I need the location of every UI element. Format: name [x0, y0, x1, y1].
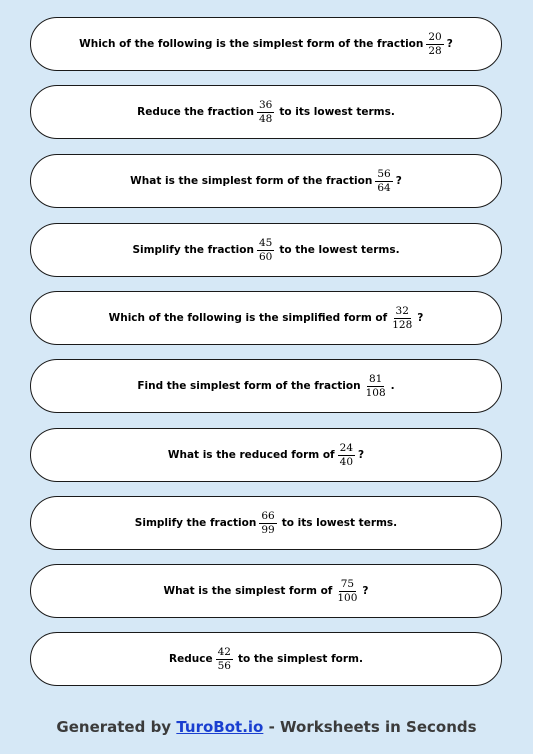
fraction: [216, 647, 233, 672]
fraction: [338, 443, 355, 468]
question-text: Simplify the fraction: [132, 244, 254, 256]
fraction-denominator: 48: [258, 112, 273, 125]
card-1: [30, 17, 502, 71]
fraction-denominator: 100: [337, 591, 358, 604]
question-text: Find the simplest form of the fraction: [137, 380, 361, 392]
fraction-denominator: 128: [392, 318, 413, 331]
fraction-denominator: 64: [377, 181, 391, 194]
fraction: [375, 169, 392, 194]
footer: [0, 718, 533, 736]
fraction-numerator: 20: [428, 30, 442, 43]
fraction-denominator: 28: [428, 44, 442, 57]
fraction: [259, 511, 276, 536]
card-10: [30, 632, 502, 686]
fraction-numerator: 24: [339, 441, 354, 454]
fraction: [390, 306, 414, 331]
fraction-denominator: 99: [261, 523, 275, 536]
fraction-numerator: 36: [258, 98, 273, 111]
card-4: [30, 223, 502, 277]
question-suffix: .: [390, 380, 395, 392]
fraction-denominator: 40: [339, 455, 354, 468]
question-text: What is the simplest form of the fraction: [130, 175, 373, 187]
question-text: What is the reduced form of: [167, 449, 335, 461]
footer-prefix: Generated by: [56, 718, 172, 736]
fraction-numerator: 56: [377, 167, 391, 180]
fraction-denominator: 60: [258, 250, 273, 263]
turobot-link[interactable]: TuroBot.io: [176, 718, 264, 736]
fraction: [426, 32, 443, 57]
question-suffix: to its lowest terms.: [281, 517, 398, 529]
question-text: What is the simplest form of: [163, 585, 333, 597]
question-suffix: ?: [358, 449, 365, 461]
card-3: [30, 154, 502, 208]
question-suffix: ?: [395, 175, 402, 187]
fraction-denominator: 56: [217, 659, 231, 672]
fraction-denominator: 108: [365, 386, 386, 399]
fraction: [335, 579, 359, 604]
fraction: [257, 238, 274, 263]
question-suffix: ?: [417, 312, 424, 324]
fraction-numerator: 32: [395, 304, 409, 317]
fraction: [364, 374, 388, 399]
card-9: [30, 564, 502, 618]
fraction-numerator: 66: [261, 509, 275, 522]
question-text: Simplify the fraction: [134, 517, 257, 529]
question-text: Which of the following is the simplified form of: [108, 312, 388, 324]
fraction-numerator: 75: [340, 577, 355, 590]
card-8: [30, 496, 502, 550]
question-suffix: ?: [446, 38, 453, 50]
question-suffix: ?: [362, 585, 369, 597]
fraction-numerator: 81: [368, 372, 383, 385]
footer-suffix: - Worksheets in Seconds: [268, 718, 477, 736]
fraction-numerator: 42: [217, 645, 231, 658]
question-suffix: to the simplest form.: [237, 653, 363, 665]
card-6: [30, 359, 502, 413]
card-5: [30, 291, 502, 345]
card-7: [30, 428, 502, 482]
question-text: Reduce the fraction: [137, 106, 254, 118]
question-suffix: to the lowest terms.: [279, 244, 400, 256]
question-text: Reduce: [169, 653, 213, 665]
fraction-numerator: 45: [258, 236, 273, 249]
question-text: Which of the following is the simplest form of the fraction: [79, 38, 424, 50]
card-2: [30, 85, 502, 139]
fraction: [257, 100, 274, 125]
question-suffix: to its lowest terms.: [279, 106, 395, 118]
